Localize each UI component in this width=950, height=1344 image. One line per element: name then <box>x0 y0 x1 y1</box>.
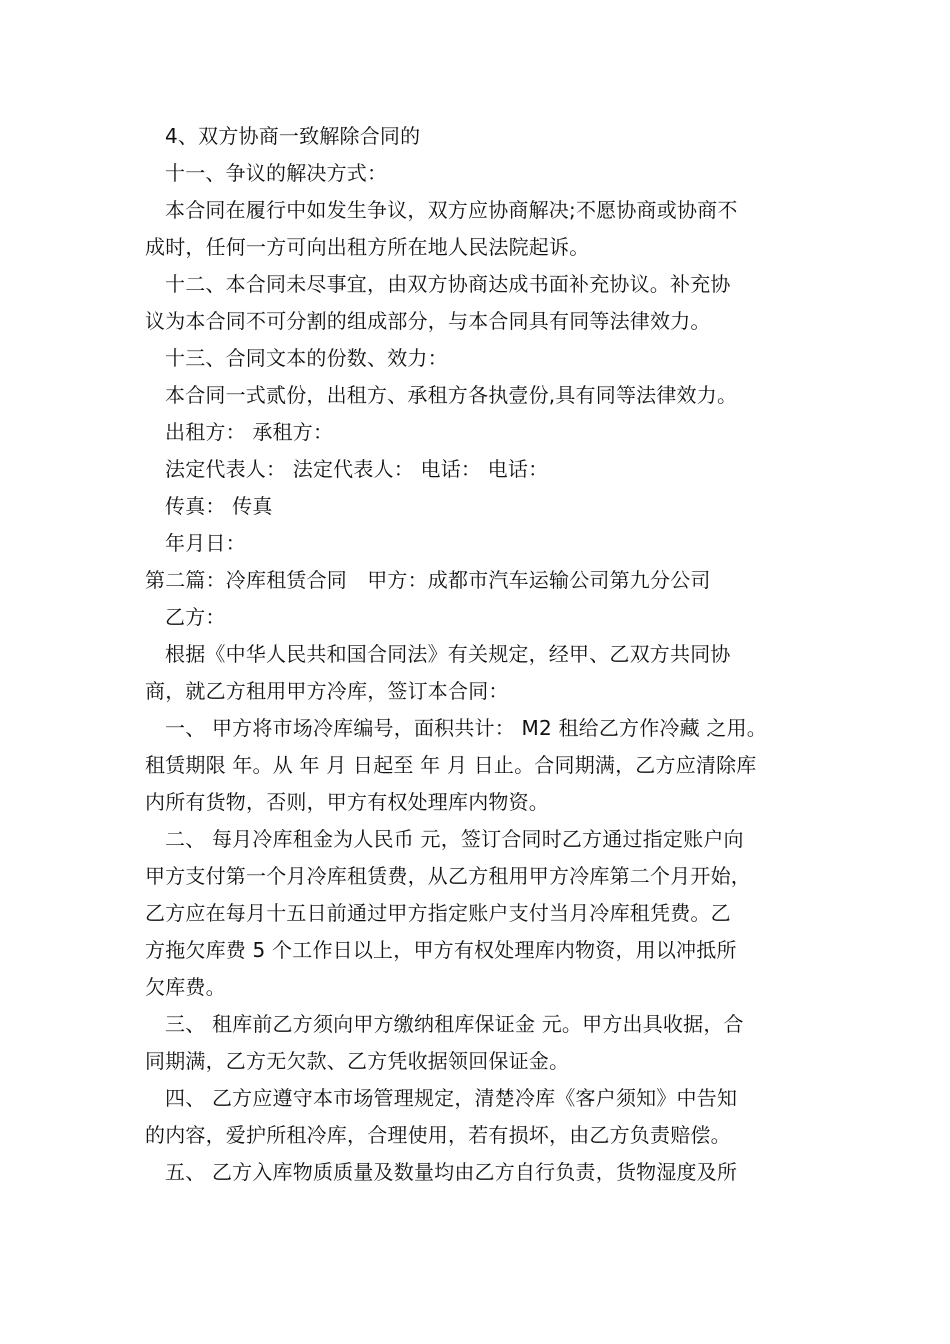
text-line: 本合同一式贰份，出租方、承租方各执壹份,具有同等法律效力。 <box>165 383 738 407</box>
document-body <box>145 118 835 1191</box>
signature-line: 法定代表人： 法定代表人： 电话： 电话： <box>165 457 549 481</box>
text-line: 本合同在履行中如发生争议，双方应协商解决;不愿协商或协商不 <box>165 198 738 222</box>
section-heading: 十三、合同文本的份数、效力： <box>165 346 448 370</box>
clause-line: 五、 乙方入库物质质量及数量均由乙方自行负责，货物湿度及所 <box>165 1160 738 1184</box>
text-line: 十二、本合同未尽事宜，由双方协商达成书面补充协议。补充协 <box>165 272 731 296</box>
signature-line: 出租方： 承租方： <box>165 420 334 444</box>
text-line: 内所有货物，否则，甲方有权处理库内物资。 <box>145 790 549 814</box>
text-line: 欠库费。 <box>145 975 226 999</box>
text-line: 甲方支付第一个月冷库租赁费，从乙方租用甲方冷库第二个月开始， <box>145 864 751 888</box>
clause-line: 二、 每月冷库租金为人民币 元，签订合同时乙方通过指定账户向 <box>165 827 744 851</box>
clause-line: 四、 乙方应遵守本市场管理规定，清楚冷库《客户须知》中告知 <box>165 1086 738 1110</box>
signature-line: 传真： 传真 <box>165 494 273 518</box>
chapter-heading: 第二篇：冷库租赁合同 甲方：成都市汽车运输公司第九分公司 <box>145 568 711 592</box>
text-line: 商，就乙方租用甲方冷库，签订本合同： <box>145 679 509 703</box>
text-line: 的内容，爱护所租冷库，合理使用，若有损坏，由乙方负责赔偿。 <box>145 1123 731 1147</box>
clause-line: 一、 甲方将市场冷库编号，面积共计： M2 租给乙方作冷藏 之用。 <box>165 716 768 740</box>
clause-line: 三、 租库前乙方须向甲方缴纳租库保证金 元。甲方出具收据，合 <box>165 1012 744 1036</box>
text-line: 根据《中华人民共和国合同法》有关规定，经甲、乙双方共同协 <box>165 642 731 666</box>
text-line: 租赁期限 年。从 年 月 日起至 年 月 日止。合同期满，乙方应清除库 <box>145 753 757 777</box>
section-heading: 十一、争议的解决方式： <box>165 161 388 185</box>
party-line: 乙方： <box>165 605 226 629</box>
text-line: 成时，任何一方可向出租方所在地人民法院起诉。 <box>145 235 590 259</box>
text-line: 4、双方协商一致解除合同的 <box>165 124 421 148</box>
text-line: 乙方应在每月十五日前通过甲方指定账户支付当月冷库租凭费。乙 <box>145 901 731 925</box>
text-line: 方拖欠库费 5 个工作日以上，甲方有权处理库内物资，用以冲抵所 <box>145 938 737 962</box>
text-line: 同期满，乙方无欠款、乙方凭收据领回保证金。 <box>145 1049 570 1073</box>
date-line: 年月日： <box>165 531 246 555</box>
text-line: 议为本合同不可分割的组成部分，与本合同具有同等法律效力。 <box>145 309 711 333</box>
